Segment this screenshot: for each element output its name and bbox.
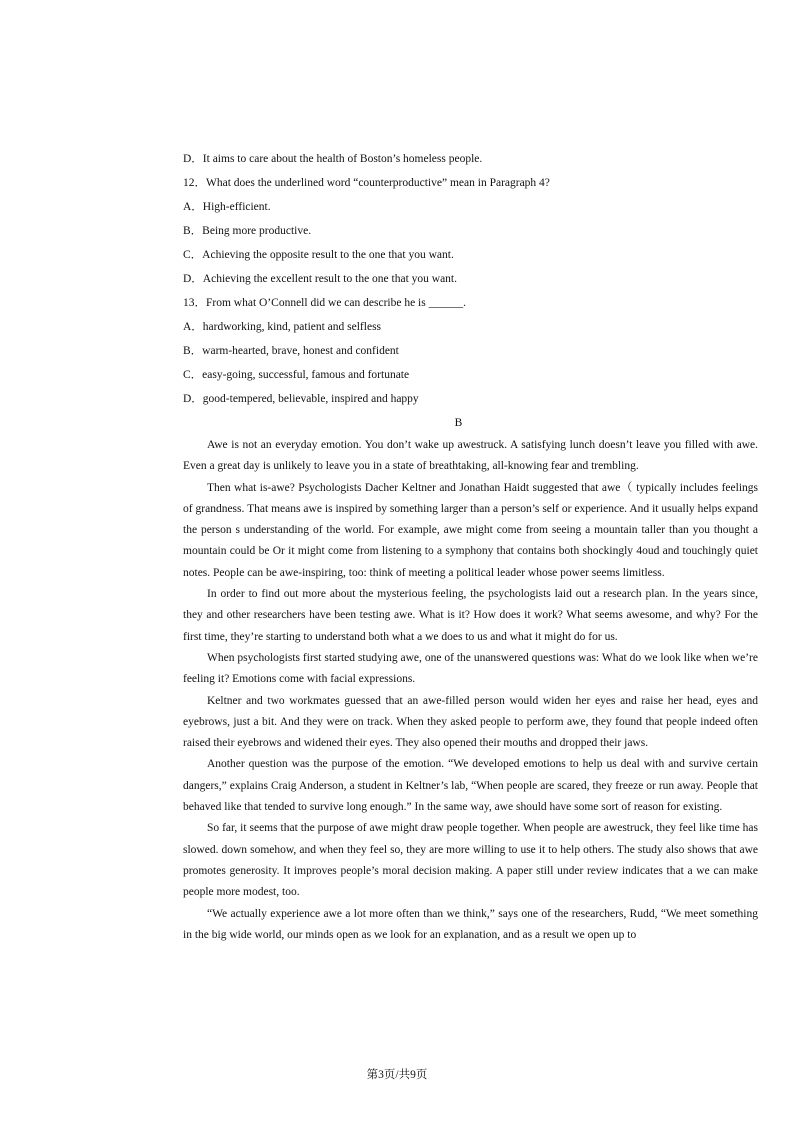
question-12-option-c: C．Achieving the opposite result to the one that you want. <box>183 249 454 261</box>
question-13-option-d: D．good-tempered, believable, inspired and happy <box>183 393 419 405</box>
question-12: 12．What does the underlined word “counterproductive” mean in Paragraph 4? <box>183 177 550 189</box>
question-12-option-b: B．Being more productive. <box>183 225 312 237</box>
question-11-option-d: D．It aims to care about the health of Boston’s homeless people. <box>183 153 483 165</box>
passage-paragraph-1: Awe is not an everyday emotion. You don’t wake up awestruck. A satisfying lunch doesn’t leave you filled with awe. Even a great day is unlikely to leave you in a state of breathtaking, all-knowing fear and trembling. <box>183 439 758 473</box>
question-13-option-a: A．hardworking, kind, patient and selfless <box>183 321 382 333</box>
page-number-footer: 第3页/共9页 <box>366 1069 428 1081</box>
passage-paragraph-2: Then what is-awe? Psychologists Dacher Keltner and Jonathan Haidt suggested that awe（ typically includes feelings of grandness. That means awe is inspired by something larger than a person’s self or experience. And it usually helps expand the person s understanding of the world. For example, awe might come from seeing a mountain taller than you thought a mountain could be Or it might come from listening to a symphony that contains both shockingly 4oud and touchingly quiet notes. People can be awe-inspiring, too: think of meeting a political leader whose power seems limitless. <box>183 481 758 579</box>
passage-paragraph-6: Another question was the purpose of the emotion. “We developed emotions to help us deal with and survive certain dangers,” explains Craig Anderson, a student in Keltner’s lab, “When people are scared, they freeze or run away. People that behaved like that tended to survive long enough.” In the same way, awe should have some sort of reason for existing. <box>183 758 758 814</box>
passage-paragraph-3: In order to find out more about the mysterious feeling, the psychologists laid out a research plan. In the years since, they and other researchers have been testing awe. What is it? How does it work? What seems awesome, and why? For the first time, they’re starting to understand both what a we does to us and what it might do for us. <box>183 588 758 643</box>
question-13-option-c: C．easy-going, successful, famous and fortunate <box>183 369 410 381</box>
passage-paragraph-7: So far, it seems that the purpose of awe might draw people together. When people are awestruck, they feel like time has slowed. down somehow, and when they feel so, they are more willing to use it to help others. The study also shows that awe promotes generosity. It improves people’s moral decision making. A paper still under review indicates that a we can make people more modest, too. <box>183 822 758 899</box>
passage-paragraph-4: When psychologists first started studying awe, one of the unanswered questions was: What do we look like when we’re feeling it? Emotions come with facial expressions. <box>183 651 758 686</box>
passage-paragraph-5: Keltner and two workmates guessed that an awe-filled person would widen her eyes and raise her head, eyes and eyebrows, just a bit. And they were on track. When they asked people to perform awe, they found that people indeed often raised their eyebrows and widened their eyes. They also opened their mouths and dropped their jaws. <box>183 694 758 750</box>
section-label: B <box>454 417 463 429</box>
question-12-option-d: D．Achieving the excellent result to the one that you want. <box>183 273 458 285</box>
question-13-option-b: B．warm-hearted, brave, honest and confident <box>183 345 399 357</box>
page-content <box>183 147 758 946</box>
question-12-option-a: A．High-efficient. <box>183 201 271 213</box>
passage-paragraph-8: “We actually experience awe a lot more often than we think,” says one of the researchers, Rudd, “We meet something in the big wide world, our minds open as we look for an explanation, and as a result we open up to <box>183 907 758 941</box>
question-13: 13．From what O’Connell did we can describe he is ______. <box>183 297 466 309</box>
